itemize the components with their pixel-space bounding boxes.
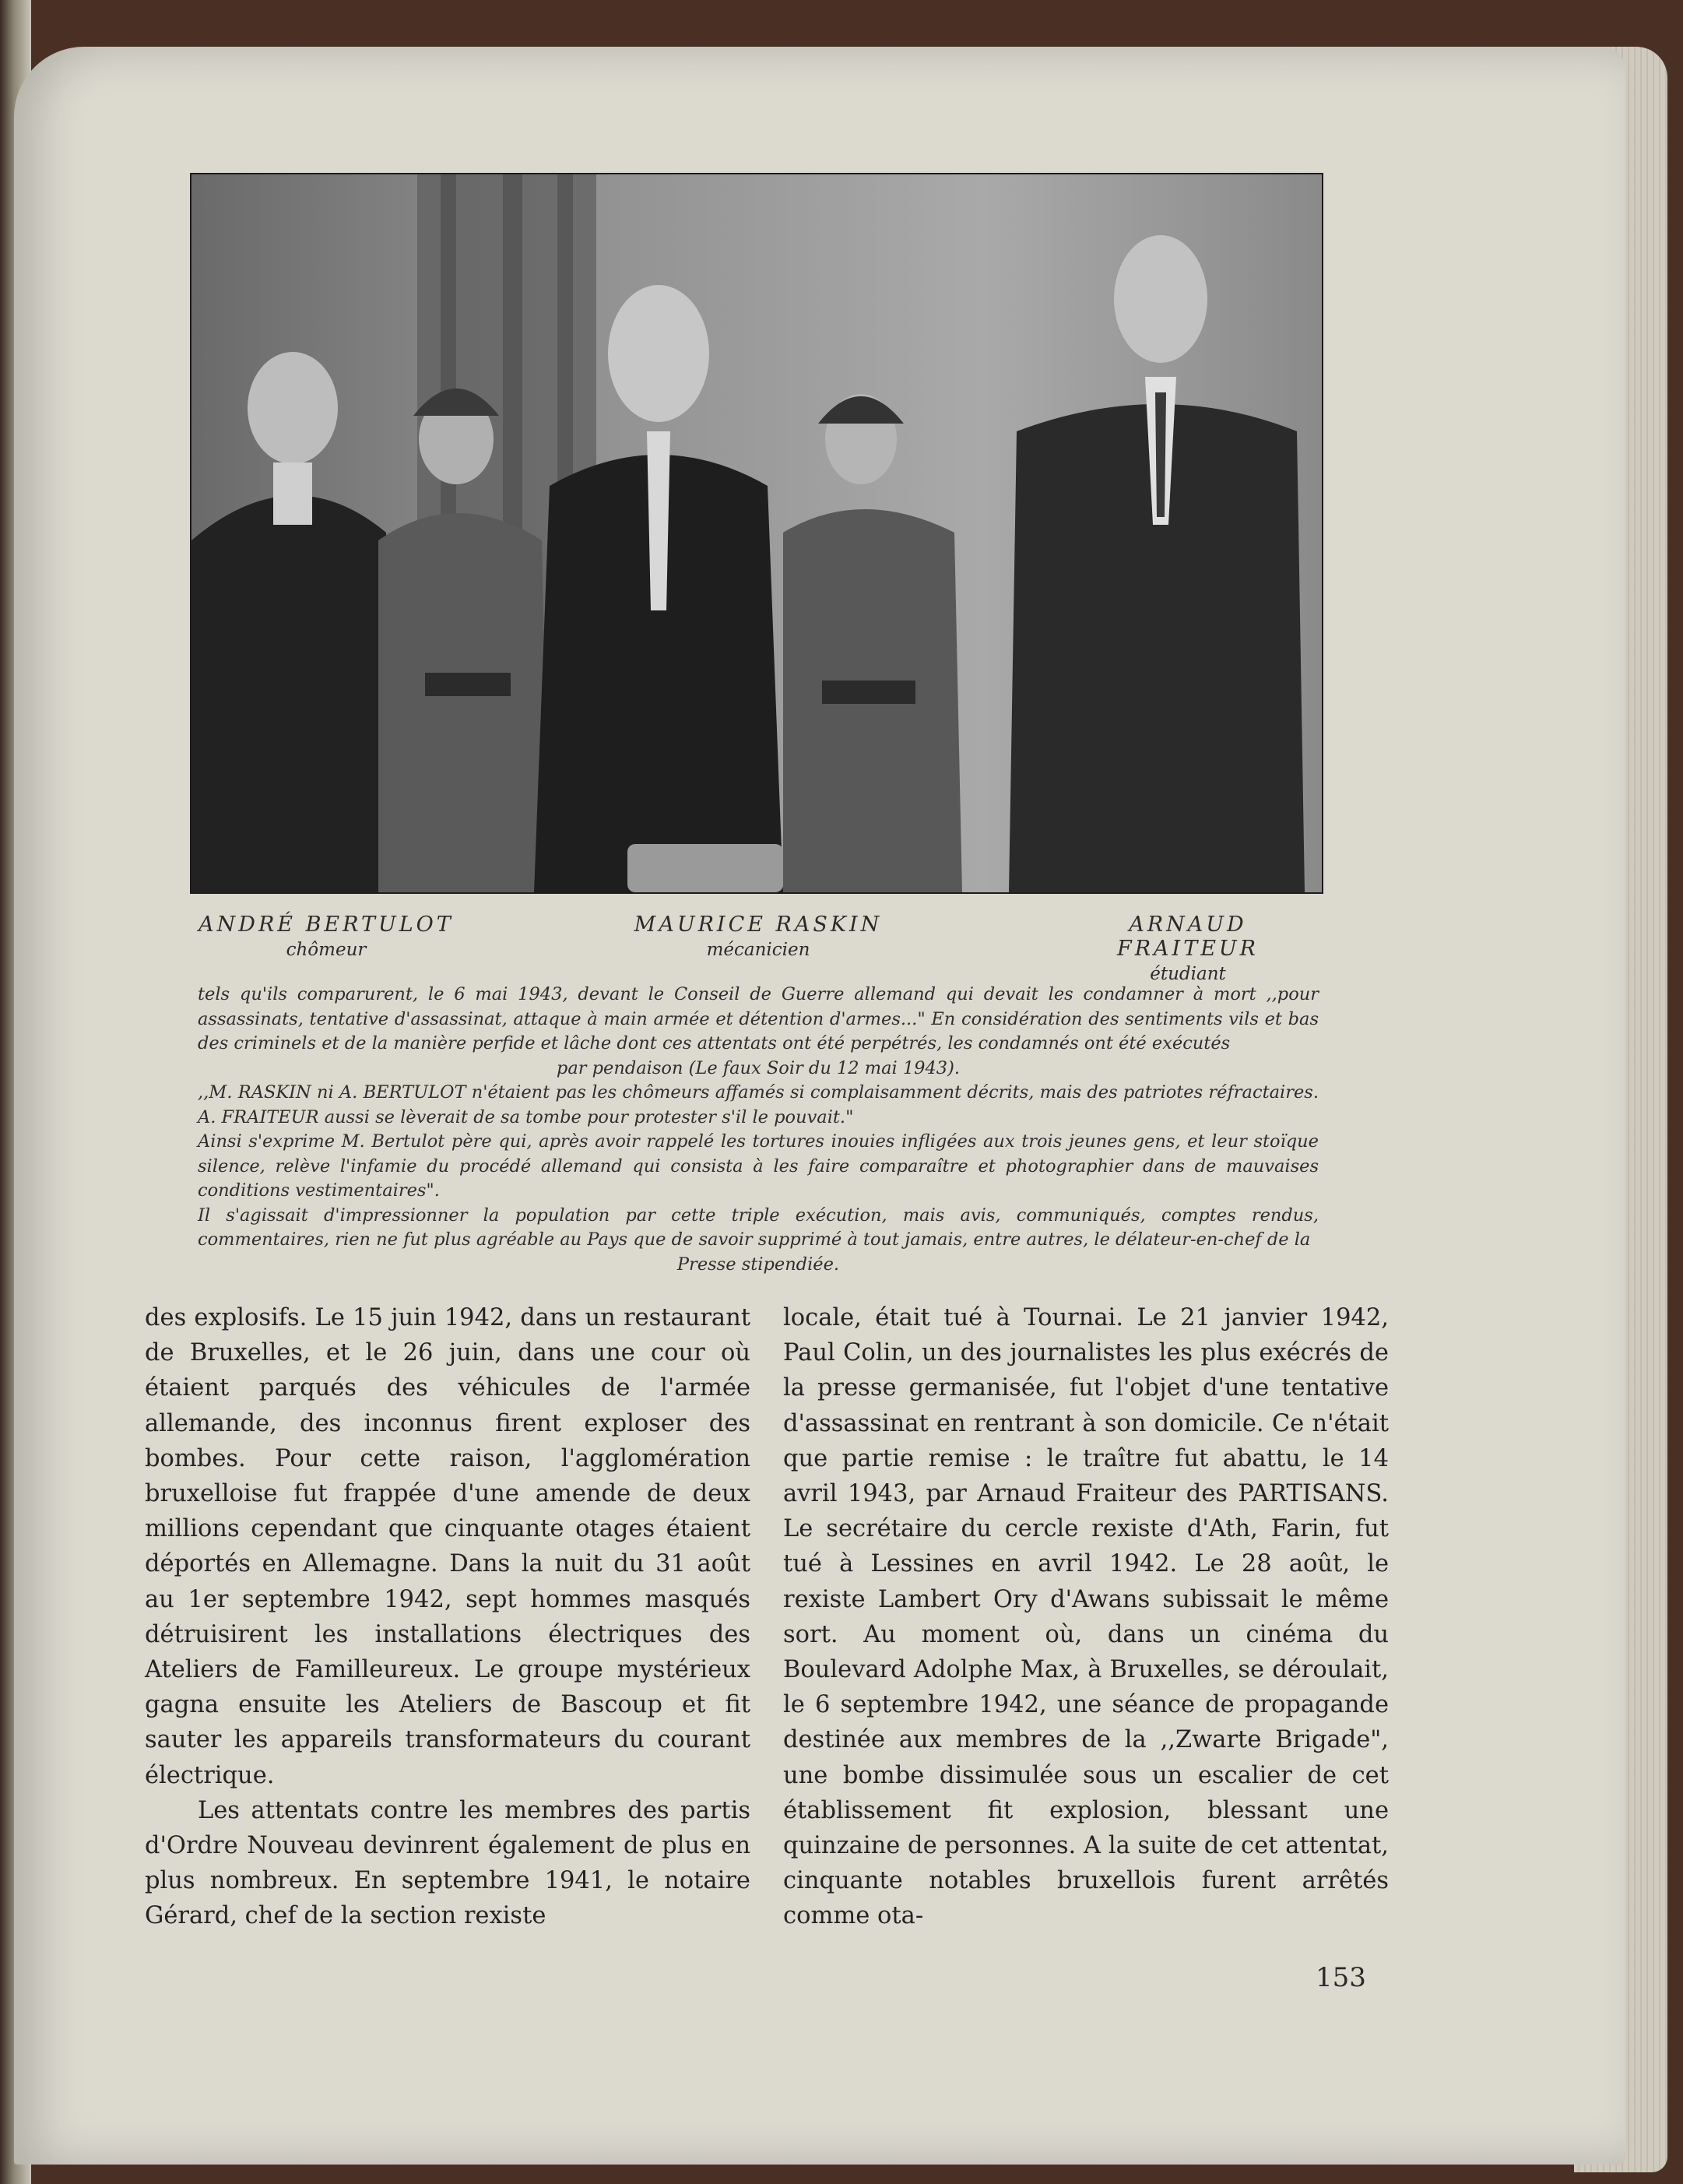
body-paragraph: locale, était tué à Tournai. Le 21 janvier 1942, Paul Colin, un des journalistes les plus exécrés de la presse germanisée, fut l'objet d'une tentative d'assassinat en rentrant à son domicile. Ce n'était que partie remise : le traître fut abattu, le 14 avril 1943, par Arnaud Fraiteur des PARTISANS. Le secrétaire du cercle rexiste d'Ath, Farin, fut tué à Lessines en avril 1942. Le 28 août, le rexiste Lambert Ory d'Awans subissait le même sort. Au moment où, dans un cinéma du Boulevard Adolphe Max, à Bruxelles, se déroulait, le 6 septembre 1942, une séance de propagande destinée aux membres de la ,,Zwarte Brigade", une bombe dissimulée sous un escalier de cet établissement fit explosion, blessant une quinzaine de personnes. A la suite de cet attentat, cinquante notables bruxellois furent arrêtés comme ota- [783,1304,1389,1930]
photo-captions [190,913,1320,984]
photo-legend [198,983,1319,1277]
caption-role: chômeur [286,940,367,960]
legend-paragraph: Ainsi s'exprime M. Bertulot père qui, après avoir rappelé les tortures inouies infligées aux trois jeunes gens, et leur stoïque silence, relève l'infamie du procédé allemand qui consista à les faire comparaître et photographier dans de mauvaises conditions vestimentaires". [198,1131,1319,1201]
legend-paragraph-end: Presse stipendiée. [676,1254,840,1275]
legend-paragraph-end: par pendaison (Le faux Soir du 12 mai 1943). [556,1057,961,1078]
caption-name: MAURICE RASKIN [634,913,883,937]
legend-paragraph: ,,M. RASKIN ni A. BERTULOT n'étaient pas les chômeurs affamés si complaisamment décrits, mais des patriotes réfractaires. A. FRAITEUR aussi se lèverait de sa tombe pour protester s'il le pouvait." [198,1082,1319,1127]
caption-role: mécanicien [706,940,810,960]
legend-paragraph: Il s'agissait d'impressionner la population par cette triple exécution, mais avis, communiqués, comptes rendus, commentaires, rien ne fut plus agréable au Pays que de savoir supprimé à tout jamais, entre autres, le délateur-en-chef de la [198,1205,1319,1250]
caption-raskin [626,913,891,960]
photograph-three-defendants [190,173,1323,894]
legend-paragraph: tels qu'ils comparurent, le 6 mai 1943, devant le Conseil de Guerre allemand qui devait les condamner à mort ,,pour assassinats, tentative d'assassinat, attaque à main armée et détention d'armes..." En considération des sentiments vils et bas des criminels et de la manière perfide et lâche dont ces attentats ont été perpétrés, les condamnés ont été exécutés [198,984,1319,1053]
body-paragraph: Les attentats contre les membres des partis d'Ordre Nouveau devinrent également de plus en plus nombreux. En septembre 1941, le notaire Gérard, chef de la section rexiste [145,1796,750,1930]
body-column-right [783,1300,1389,1934]
body-paragraph: des explosifs. Le 15 juin 1942, dans un restaurant de Bruxelles, et le 26 juin, dans une cour où étaient parqués des véhicules de l'armée allemande, des inconnus firent exploser des bombes. Pour cette raison, l'agglomération bruxelloise fut frappée d'une amende de deux millions cependant que cinquante otages étaient déportés en Allemagne. Dans la nuit du 31 août au 1er septembre 1942, sept hommes masqués détruisirent les installations électriques des Ateliers de Familleureux. Le groupe mystérieux gagna ensuite les Ateliers de Bascoup et fit sauter les appareils transformateurs du courant électrique. [145,1304,750,1789]
caption-role: étudiant [1150,964,1226,984]
caption-fraiteur [1056,913,1320,984]
caption-bertulot [198,913,455,960]
caption-name: ANDRÉ BERTULOT [199,913,454,937]
caption-name: ARNAUD FRAITEUR [1116,913,1260,961]
page-number: 153 [1316,1962,1366,1993]
body-column-left [145,1300,750,1934]
